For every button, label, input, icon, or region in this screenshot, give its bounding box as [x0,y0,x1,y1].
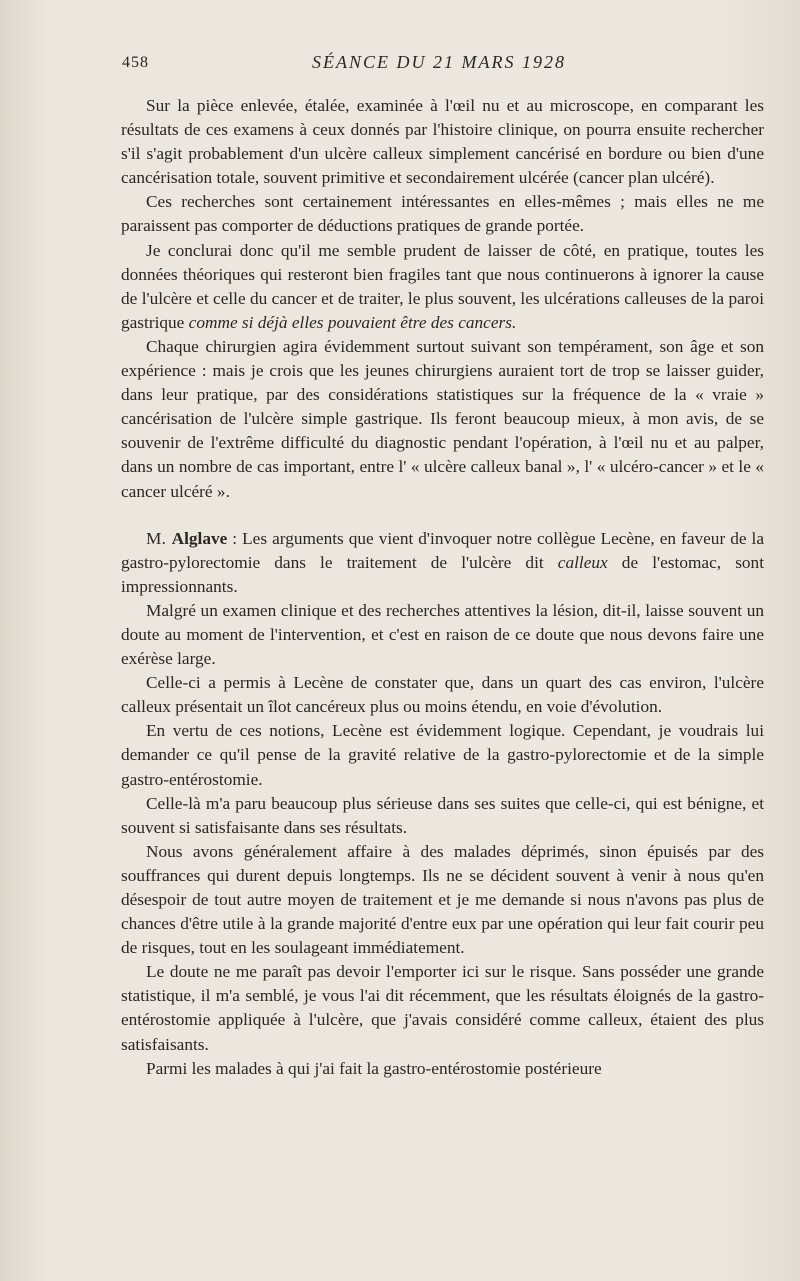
paragraph-text: En vertu de ces notions, Lecène est évidemment logique. Cependant, je voudrais lui demander ce qu'il pense de la gravité relative de la gastro-pylorectomie et de la simple gastro-entérostomie. [121,721,764,789]
body-text [121,94,764,1081]
paragraph-text: Le doute ne me paraît pas devoir l'emporter ici sur le risque. Sans posséder une grande statistique, il m'a semblé, je vous l'ai dit récemment, que les résultats éloignés de la gastro-entérostomie appliquée à l'ulcère, que j'avais considéré comme calleux, étaient des plus satisfaisants. [121,962,764,1054]
paragraph [121,960,764,1056]
italic-text: calleux [557,552,608,572]
paragraph [121,527,764,599]
italic-text: comme si déjà elles pouvaient être des cancers. [188,312,517,332]
paragraph [121,335,764,504]
paragraph-text: Malgré un examen clinique et des recherches attentives la lésion, dit-il, laisse souvent un doute au moment de l'intervention, et c'est en raison de ce doute que nous devons faire une exérèse large. [121,600,764,669]
running-header [122,50,762,76]
paragraph [121,671,764,719]
paragraph-text: Ces recherches sont certainement intéressantes en elles-mêmes ; mais elles ne me paraissent pas comporter de déductions pratiques de grande portée. [121,192,764,236]
speaker-label: M. [146,528,172,548]
paragraph [121,94,764,190]
paragraph [121,792,764,840]
paragraph-text: Nous avons généralement affaire à des malades déprimés, sinon épuisés par des souffrances qui durent depuis longtemps. Ils ne se décident souvent à venir à nous qu'en désespoir de tout autre moyen de traitement et je me demande si nous n'avons pas plus de chances d'être utile à la grande majorité d'entre eux par une opération qui leur fait courir peu de risques, tout en les soulageant immédiatement. [121,841,764,958]
paragraph-text: : Les arguments que vient d'invoquer notre collègue Lecène, en faveur de la gastro-pylorectomie dans le traitement de l'ulcère dit [121,528,764,572]
paragraph [121,239,764,335]
paragraph [121,1057,764,1081]
paragraph-text: Parmi les malades à qui j'ai fait la gastro-entérostomie postérieure [146,1058,602,1078]
paragraph [121,840,764,960]
speaker-name: Alglave [171,528,228,548]
paragraph-text: de l'estomac, sont impressionnants. [121,552,764,596]
paragraph [121,599,764,671]
paragraph-text: Sur la pièce enlevée, étalée, examinée à l'œil nu et au microscope, en comparant les résultats de ces examens à ceux donnés par l'histoire clinique, on pourra ensuite rechercher s'il s'agit probablement d'un ulcère calleux simplement cancérisé en bordure ou bien d'une cancérisation totale, souvent primitive et secondairement ulcérée (cancer plan ulcéré). [121,96,764,188]
paragraph [121,719,764,791]
running-title: SÉANCE DU 21 MARS 1928 [312,52,566,72]
paragraph-text: Je conclurai donc qu'il me semble prudent de laisser de côté, en pratique, toutes les données théoriques qui resteront bien fragiles tant que nous continuerons à ignorer la cause de l'ulcère et celle du cancer et de traiter, le plus souvent, les ulcérations calleuses de la paroi gastrique [121,240,764,332]
paragraph-text: Chaque chirurgien agira évidemment surtout suivant son tempérament, son âge et son expérience : mais je crois que les jeunes chirurgiens auraient tort de trop se laisser guider, dans leur pratique, par des considérations statistiques sur la fréquence de la « vraie » cancérisation de l'ulcère simple gastrique. Ils feront beaucoup mieux, à mon avis, de se souvenir de l'extrême difficulté du diagnostic pendant l'opération, à l'œil nu et au palper, dans un nombre de cas important, entre l' « ulcère calleux banal », l' « ulcéro-cancer » et le « cancer ulcéré ». [121,336,764,501]
page-number: 458 [122,54,149,71]
paragraph [121,190,764,238]
paragraph-text: Celle-ci a permis à Lecène de constater que, dans un quart des cas environ, l'ulcère calleux présentait un îlot cancéreux plus ou moins étendu, en voie d'évolution. [121,673,764,717]
paragraph-text: Celle-là m'a paru beaucoup plus sérieuse dans ses suites que celle-ci, qui est bénigne, et souvent si satisfaisante dans ses résultats. [121,793,764,837]
